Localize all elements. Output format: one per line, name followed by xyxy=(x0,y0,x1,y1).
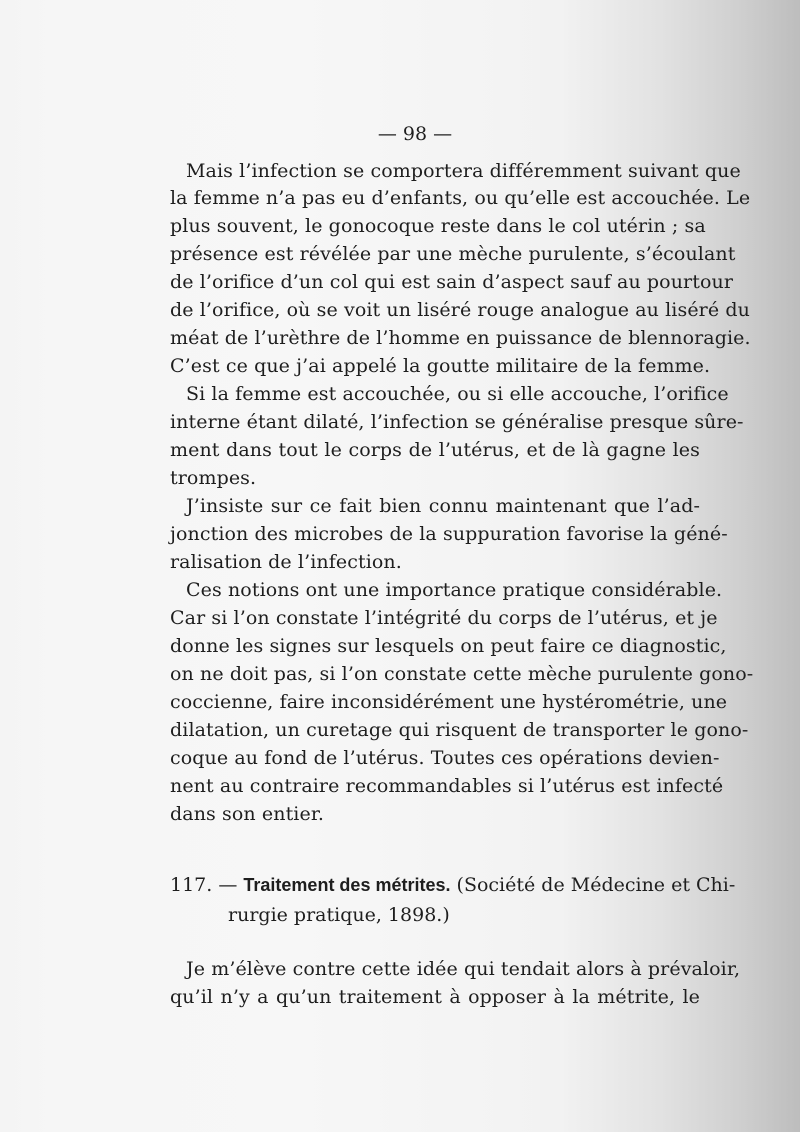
text-line: dans son entier. xyxy=(170,803,325,825)
section-source: (Société de Médecine et Chi- xyxy=(456,874,736,896)
section-source-continued: rurgie pratique, 1898.) xyxy=(228,904,450,926)
text-line: C’est ce que j’ai appelé la goutte militaire de la femme. xyxy=(170,355,711,377)
text-line: de l’orifice, où se voit un liséré rouge analogue au liséré du xyxy=(170,299,750,321)
text-line: présence est révélée par une mèche purulente, s’écoulant xyxy=(170,243,736,265)
page-number: — 98 — xyxy=(377,123,453,145)
section-dash: — xyxy=(218,874,238,896)
text-line: de l’orifice d’un col qui est sain d’aspect sauf au pourtour xyxy=(170,271,734,293)
text-line: donne les signes sur lesquels on peut faire ce diagnostic, xyxy=(170,635,727,657)
text-line: jonction des microbes de la suppuration favorise la géné- xyxy=(170,523,728,545)
text-line: coque au fond de l’utérus. Toutes ces opérations devien- xyxy=(170,747,720,769)
text-line: ment dans tout le corps de l’utérus, et de là gagne les xyxy=(170,439,700,461)
text-line: Je m’élève contre cette idée qui tendait alors à prévaloir, xyxy=(186,958,741,980)
text-line: la femme n’a pas eu d’enfants, ou qu’elle est accouchée. Le xyxy=(170,187,751,209)
text-line: Mais l’infection se comportera différemment suivant que xyxy=(186,160,741,182)
text-line: méat de l’urèthre de l’homme en puissance de blennoragie. xyxy=(170,327,751,349)
text-line: qu’il n’y a qu’un traitement à opposer à la métrite, le xyxy=(170,986,700,1008)
text-line: J’insiste sur ce fait bien connu maintenant que l’ad- xyxy=(186,495,700,517)
text-line: Car si l’on constate l’intégrité du corps de l’utérus, et je xyxy=(170,607,718,629)
section-heading xyxy=(170,873,736,898)
section-number: 117. xyxy=(170,874,213,896)
text-line: on ne doit pas, si l’on constate cette mèche purulente gono- xyxy=(170,663,754,685)
text-line: coccienne, faire inconsidérément une hystérométrie, une xyxy=(170,691,728,713)
text-line: ralisation de l’infection. xyxy=(170,551,402,573)
text-line: Ces notions ont une importance pratique considérable. xyxy=(186,579,723,601)
section-title: Traitement des métrites. xyxy=(243,875,451,895)
text-line: Si la femme est accouchée, ou si elle accouche, l’orifice xyxy=(186,383,729,405)
text-line: plus souvent, le gonocoque reste dans le col utérin ; sa xyxy=(170,215,706,237)
text-line: interne étant dilaté, l’infection se généralise presque sûre- xyxy=(170,411,744,433)
text-line: nent au contraire recommandables si l’utérus est infecté xyxy=(170,775,724,797)
text-line: dilatation, un curetage qui risquent de transporter le gono- xyxy=(170,719,749,741)
text-line: trompes. xyxy=(170,467,257,489)
